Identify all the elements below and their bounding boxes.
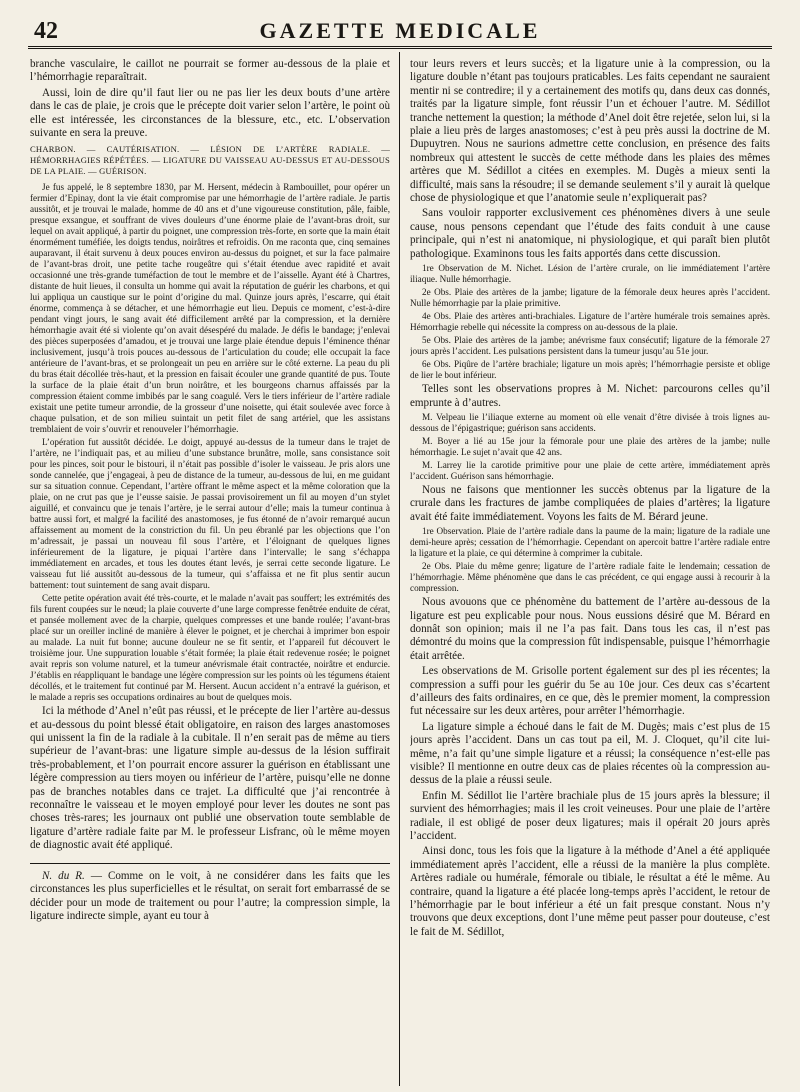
paragraph xyxy=(410,790,770,844)
column-rule xyxy=(399,52,400,1086)
paragraph-text: 1re Observation de M. Nichet. Lésion de l’artère crurale, on lie immédiatement l’artère iliaque. Nulle hémorrhagie. xyxy=(410,263,770,285)
paragraph xyxy=(410,596,770,663)
page-header xyxy=(28,12,772,49)
paragraph-text: Nous avouons que ce phénomène du battement de l’artère au-dessous de la ligature est peu explicable pour nous. Nous eussions désiré que M. Bérard en donnât son opinion; mais il ne l’a pas fait. Dans tous les cas, il n’est pas démontré du moins que la compression fût indispensable, puisque l’hémorrhagie était arrêtée. xyxy=(410,596,770,662)
paragraph-text: M. Boyer a lié au 15e jour la fémorale pour une plaie des artères de la jambe; nulle hémorrhagie. Le sujet n’avait que 42 ans. xyxy=(410,435,770,457)
paragraph xyxy=(410,383,770,410)
paragraph xyxy=(410,58,770,205)
page-title: GAZETTE MEDICALE xyxy=(259,18,541,43)
paragraph-text: Enfin M. Sédillot lie l’artère brachiale plus de 15 jours après la blessure; il survient des hémorrhagies; mais il les croit veineuses. Pour une plaie de l’artère radiale, il est obligé de poser deux ligatures; mais il opérait 20 jours après l’accident. xyxy=(410,789,770,843)
paragraph xyxy=(30,144,390,176)
paragraph xyxy=(30,593,390,703)
paragraph xyxy=(30,182,390,435)
paragraph-text: Telles sont les observations propres à M. Nichet: parcourons celles qu’il emprunte à d’autres. xyxy=(410,383,770,409)
paragraph xyxy=(410,526,770,559)
paragraph xyxy=(410,412,770,434)
paragraph-text: Je fus appelé, le 8 septembre 1830, par M. Hersent, médecin à Rambouillet, pour opérer un fermier d’Epinay, dont la vie était compromise par une hémorrhagie de l’artère radiale. Je partis aussitôt, et je trouvai le malade, homme de 40 ans et d’une vigoureuse constitution, pâle, faible, presque exsangue, et souffrant de vives douleurs d’une énorme plaie de l’avant-bras droit, sur lequel on avait appliqué, à partir du poignet, une compression très-forte, en sorte que la main était énormément tuméfiée, les doigts tendus, noirâtres et refroidis. On me raconta que, cinq semaines auparavant, il était survenu à deux pouces environ au-dessus du poignet, et sur la face palmaire de l’avant-bras droit, une petite tache rougeâtre qui s’était étendue avec rapidité et avait occasionné une très-grande tuméfaction de tout le membre et de l’aisselle. Ayant été à Chartres, distante de huit lieues, il consulta un homme qui avait la réputation de guérir les charbons, et qui lui appliqua un caustique sur le point d’origine du mal. Quinze jours après, l’escarre, qui était énorme, commença à se détacher, et une hémorrhagie eut lieu. Depuis ce moment, c’est-à-dire pendant vingt jours, le sang avait été difficilement arrêté par la compression, et la dernière hémorrhagie avait été si violente qu’on avait désespéré du malade. Je défis le bandage; j’enlevai des pièces superposées d’amadou, et je trouvai une large plaie étendue depuis l’éminence thénar inclusivement, jusqu’à trois pouces au-dessous de l’articulation du coude; elle occupait la face antérieure de l’avant-bras, et se prolongeait un peu en arrière sur le côté externe. La peau du pli du bras était décollée très-haut, et la pression en faisait écouler une grande quantité de pus. Toute la surface de la plaie était d’un brun noirâtre, et les bourgeons charnus affaissés par la compression étaient comme imbibés par le sang coagulé. Vers le tiers inférieur de l’artère radiale existait une petite tumeur arrondie, de la grosseur d’une noisette, qui était soulevée avec force à chaque pulsation, et de son milieu suintait un petit filet de sang artériel, que les assistans tremblaient de voir s’ouvrir et renouveler l’hémorrhagie. xyxy=(30,182,390,435)
paragraph-text: Les observations de M. Grisolle portent également sur des pl ies récentes; la compression a suffi pour les guérir du 5e au 10e jour. Ces deux cas s’écartent d’ailleurs des faits ordinaires, en ce que, dès le premier moment, la compression fut nécessaire sur les deux artères, pour arrêter l’hémorrhagie. xyxy=(410,665,770,718)
paragraph-text: 5e Obs. Plaie des artères de la jambe; anévrisme faux consécutif; ligature de la fémorale 27 jours après l’accident. Les pulsations persistent dans la tumeur jusqu’au 51e jour. xyxy=(410,335,770,357)
paragraph-text: 2e Obs. Plaie du même genre; ligature de l’artère radiale faite le lendemain; cessation de l’hémorrhagie. Même phénomène que dans le cas précédent, ce qui engage aussi à recourir à la compression. xyxy=(410,561,770,594)
paragraph xyxy=(410,721,770,788)
page-number: 42 xyxy=(34,18,58,44)
paragraph-text: Cette petite opération avait été très-courte, et le malade n’avait pas souffert; les extrémités des fils furent coupées sur le nœud; la plaie couverte d’une large compresse fenêtrée enduite de cérat, et pansée mollement avec de la charpie, quelques compresses et une bande roulée; l’avant-bras placé sur un oreiller incliné de manière à élever le poignet, et je cherchai à imprimer bon espoir au malade. La nuit fut bonne; aucune douleur ne se fit sentir, et l’appareil fut découvert le troisième jour. Une suppuration louable s’était formée; la plaie était redevenue rosée; le poignet avait repris son volume naturel, et la tumeur anévrismale était contractée, noirâtre et endurcie. J’établis en réappliquant le bandage une légère compression sur les points où les tégumens étaient décollés, et le traitement fut continué par M. Hersent. Aucun accident n’a entravé la guérison, et le malade a repris ses occupations ordinaires au bout de quelques mois. xyxy=(30,593,390,703)
paragraph-text: Ainsi donc, tous les fois que la ligature à la méthode d’Anel a été appliquée immédiatement après l’accident, elle a réussi de la manière la plus complète. Artères radiale ou humérale, fémorale ou tibiale, le résultat a été le même. Au contraire, quand la ligature a été placée long-temps après l’accident, le retour de l’hémorrhagie par le bout inférieur a été un fait presque constant. Nous n’y trouvons que deux exceptions, dont l’une même peut passer pour douteuse, c’est le fait de M. Sédillot, xyxy=(410,845,770,938)
paragraph xyxy=(410,484,770,524)
editor-note-label: N. du R. xyxy=(42,869,85,882)
paragraph xyxy=(30,58,390,85)
paragraph xyxy=(410,311,770,333)
paragraph xyxy=(410,359,770,381)
right-column xyxy=(410,58,770,1086)
paragraph xyxy=(410,287,770,309)
left-column xyxy=(30,58,390,1086)
paragraph-text: M. Velpeau lie l’iliaque externe au moment où elle venait d’être divisée à trois lignes au-dessous de l’épigastrique; guérison sans accidents. xyxy=(410,411,770,433)
paragraph xyxy=(30,437,390,591)
paragraph-text: branche vasculaire, le caillot ne pourrait se former au-dessous de la plaie et l’hémorrhagie reparaîtrait. xyxy=(30,58,390,84)
paragraph-text: L’opération fut aussitôt décidée. Le doigt, appuyé au-dessus de la tumeur dans le trajet de l’artère, ne l’indiquait pas, et au milieu d’une substance brunâtre, molle, sans consistance soit pour les pinces, soit pour le bistouri, il n’était pas possible d’isoler le vaisseau. Je pris alors une sonde cannelée, que j’engageai, à peu de distance de la tumeur, au-dessous de lui, en me guidant sur sa situation connue. Cependant, l’artère offrant le même aspect et la même coloration que la plaie, on ne crut pas que je l’eusse saisie. Je passai provisoirement un fil au moyen d’un stylet aiguillé, et convaincu que je tenais l’artère, je le serrai autour d’elle; mais la tumeur continua à battre aussi fort, et malgré la facilité des anastomoses, je fus étonné de n’avoir remarqué aucun affaissement au moment de la constriction du fil. Un peu ébranlé par les objections que l’on m’adressait, je passai un nouveau fil sous l’artère, et l’éloignant de quelques lignes inférieurement de la ligature, je piquai l’artère dans l’intervalle; le sang s’échappa immédiatement en arcades, et tous les doutes étant levés, je serrai cette seconde ligature. Le vaisseau fut lié aussitôt au-dessous de la tumeur, qui s’affaissa et ne fit plus sentir aucun battement: tout suintement de sang avait disparu. xyxy=(30,437,390,591)
paragraph-text: Ici la méthode d’Anel n’eût pas réussi, et le précepte de lier l’artère au-dessus et au-dessous du point blessé était obligatoire, en raison des larges anastomoses qui unissent la fin de la radiale à la cubitale. Il n’en serait pas de même au tiers supérieur de l’avant-bras: une ligature simple au-dessus de la lésion suffirait très-probablement, et l’on pourrait encore assurer la guérison en établissant une légère compression au tiers moyen ou inférieur de l’artère, puisqu’elle ne donne pas de branches notables dans ce trajet. La difficulté que j’ai rencontrée à reconnaître le vaisseau et le moyen employé pour lever les doutes ne sont pas choses très-rares; les journaux ont publié une observation toute semblable de ligature d’artère radiale faite par M. le professeur Lisfranc, où le même moyen de diagnostic avait été appliqué. xyxy=(30,705,390,852)
paragraph-text: tour leurs revers et leurs succès; et la ligature unie à la compression, ou la ligature double n’étant pas toujours praticables. Les faits cependant ne sauraient mentir ni se contredire; il y a certainement des motifs qu, dans deux cas donnés, traités par la ligature simple, font réussir l’un et échouer l’autre. M. Sédillot tranche nettement la question; la méthode d’Anel doit être rejetée, selon lui, si la plaie a lieu près de larges anastomoses; c’est à peu près aussi la doctrine de M. Dupuytren. Nous ne saurions admettre cette conclusion, en présence des faits nombreux qui attestent le succès de cette méthode dans les plaies des mêmes artères que M. Sédillot a citées en exemples. M. Dugès a mieux senti la difficulté, mais sans la résoudre; il se demande seulement s’il y aurait là quelque chose de physiologique et que l’anatomie seule n’expliquerait pas? xyxy=(410,58,770,205)
paragraph-text: Nous ne faisons que mentionner les succès obtenus par la ligature de la crurale dans les fractures de jambe compliquées de plaies d’artères; la ligature avait été faite immédiatement. Voyons les faits de M. Bérard jeune. xyxy=(410,483,770,523)
paragraph xyxy=(30,863,390,924)
paragraph-text: Sans vouloir rapporter exclusivement ces phénomènes divers à une seule cause, nous pensons cependant que l’étude des faits conduit à une cause principale, qui n’est ni anatomique, ni physiologique, et qui paraît bien plutôt pathologique. Examinons tous les faits apportés dans cette discussion. xyxy=(410,207,770,260)
paragraph-text: Aussi, loin de dire qu’il faut lier ou ne pas lier les deux bouts d’une artère dans le cas de plaie, je crois que le précepte doit varier selon l’artère, le point où elle est intéressée, les circonstances de la blessure, etc., etc. L’observation suivante en sera la preuve. xyxy=(30,86,390,140)
paragraph xyxy=(410,561,770,594)
paragraph-text: 2e Obs. Plaie des artères de la jambe; ligature de la fémorale deux heures après l’accident. Nulle hémorrhagie par la plaie primitive. xyxy=(410,287,770,309)
paragraph-text: 4e Obs. Plaie des artères anti-brachiales. Ligature de l’artère humérale trois semaines après. Hémorrhagie rebelle qui nécessite la compress on au-dessous de la plaie. xyxy=(410,311,770,333)
paragraph xyxy=(30,705,390,852)
paragraph xyxy=(410,207,770,261)
paragraph xyxy=(410,665,770,719)
paragraph-text: — Comme on le voit, à ne considérer dans les faits que les circonstances les plus superficielles et le résultat, on serait fort embarrassé de se décider pour un mode de traitement ou pour l’autre; la compression simple, la ligature indirecte simple, ayant eu tour à xyxy=(30,869,390,922)
paragraph-text: CHARBON. — CAUTÉRISATION. — LÉSION DE L’ARTÈRE RADIALE. — HÉMORRHAGIES RÉPÉTÉES. — LIGATURE DU VAISSEAU AU-DESSUS ET AU-DESSOUS DE LA PLAIE. — GUÉRISON. xyxy=(30,144,390,176)
paragraph xyxy=(410,845,770,939)
paragraph xyxy=(410,335,770,357)
paragraph-text: M. Larrey lie la carotide primitive pour une plaie de cette artère, immédiatement après l’accident. Guérison sans hémorrhagie. xyxy=(410,459,770,481)
paragraph-text: La ligature simple a échoué dans le fait de M. Dugès; mais c’est plus de 15 jours après l’accident. Dans un cas tout pa eil, M. J. Cloquet, qu’il cite lui-même, n’a fait qu’une simple ligature et a réussi; la conséquence n’est-elle pas visible? Il mentionne en outre deux cas de plaies récentes où la compression au-dessus de la plaie a réussi seule. xyxy=(410,720,770,787)
paragraph xyxy=(410,263,770,285)
paragraph-text: 6e Obs. Piqûre de l’artère brachiale; ligature un mois après; l’hémorrhagie persiste et oblige de lier le bout inférieur. xyxy=(410,359,770,381)
paragraph-text: 1re Observation. Plaie de l’artère radiale dans la paume de la main; ligature de la radiale une demi-heure après; cessation de l’hémorrhagie. Cependant on apercoit battre l’artère radiale entre la ligature et la plaie, ce qui détermine à comprimer la cubitale. xyxy=(410,526,770,559)
paragraph xyxy=(410,460,770,482)
paragraph xyxy=(30,87,390,141)
paragraph xyxy=(410,436,770,458)
